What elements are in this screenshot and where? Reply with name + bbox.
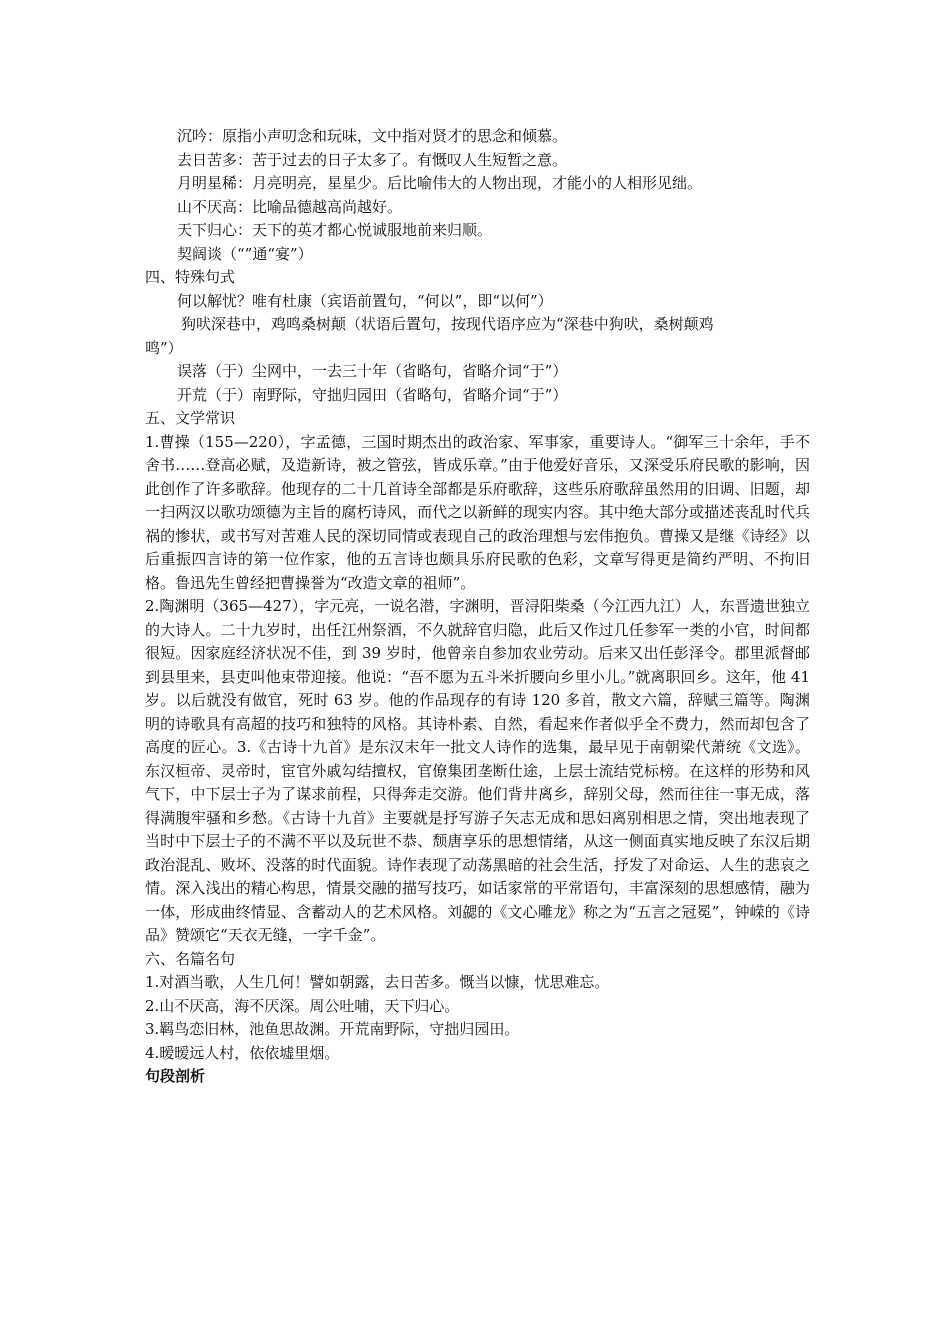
sentence-pattern-item: 误落（于）尘网中，一去三十年（省略句，省略介词“于”） xyxy=(177,362,568,380)
sentence-pattern-item: 狗吠深巷中，鸡鸣桑树颠（状语后置句，按现代语序应为“深巷中狗吠，桑树颠鸡 xyxy=(181,315,714,333)
section-heading: 六、名篇名句 xyxy=(145,949,236,968)
section-heading-bold: 句段剖析 xyxy=(145,1067,206,1085)
glossary-item: 山不厌高：比喻品德越高尚越好。 xyxy=(177,197,403,216)
section-heading: 四、特殊句式 xyxy=(145,268,236,286)
document-body xyxy=(145,125,810,1089)
glossary-item: 沉吟：原指小声叨念和玩味，文中指对贤才的思念和倾慕。 xyxy=(177,127,568,145)
famous-line: 3.羁鸟恋旧林，池鱼思故渊。开荒南野际，守拙归园田。 xyxy=(145,1020,520,1038)
glossary-item: 契阔谈（“”通“宴”） xyxy=(177,244,313,263)
section-heading: 五、文学常识 xyxy=(145,409,236,427)
glossary-item: 天下归心：天下的英才都心悦诚服地前来归顺。 xyxy=(177,221,493,239)
famous-line: 4.暧暧远人村，依依墟里烟。 xyxy=(145,1043,340,1062)
famous-line: 2.山不厌高，海不厌深。周公吐哺，天下归心。 xyxy=(145,996,460,1015)
sentence-pattern-item: 开荒（于）南野际，守拙归园田（省略句，省略介词“于”） xyxy=(177,385,568,404)
sentence-pattern-item: 何以解忧？唯有杜康（宾语前置句，“何以”，即“以何”） xyxy=(177,291,553,310)
glossary-item: 去日苦多：苦于过去的日子太多了。有慨叹人生短暂之意。 xyxy=(177,150,568,169)
paragraph-tao-yuanming: 2.陶渊明（365—427），字元亮，一说名潜，字渊明，晋浔阳柴桑（今江西九江）人，东晋遗世独立的大诗人。二十九岁时，出任江州祭酒，不久就辞官归隐，此后又作过几任参军一类的小官，时间都很短。因家庭经济状况不佳，到 39 岁时，他曾亲自参加农业劳动。后来又出任彭泽令。郡里派督邮到县里来，县吏叫他束带迎接。他说：“吾不愿为五斗米折腰向乡里小儿。”就离职回乡。这年，他 41 岁。以后就没有做官，死时 63 岁。他的作品现存的有诗 120 多首，散文六篇，辞赋三篇等。陶渊明的诗歌具有高超的技巧和独特的风格。其诗朴素、自然，看起来作者似乎全不费力，然而却包含了高度的匠心。3.《古诗十九首》是东汉末年一批文人诗作的选集，最早见于南朝梁代萧统《文选》。东汉桓帝、灵帝时，宦官外戚勾结擅权，官僚集团垄断仕途，上层士流结党标榜。在这样的形势和风气下，中下层士子为了谋求前程，只得奔走交游。他们背井离乡，辞别父母，然而往往一事无成，落得满腹牢骚和乡愁。《古诗十九首》主要就是抒写游子矢志无成和思妇离别相思之情，突出地表现了当时中下层士子的不满不平以及玩世不恭、颓唐享乐的思想情绪，从这一侧面真实地反映了东汉后期政治混乱、败坏、没落的时代面貌。诗作表现了动荡黑暗的社会生活，抒发了对命运、人生的悲哀之情。深入浅出的精心构思，情景交融的描写技巧，如话家常的平常语句，丰富深刻的思想感情，融为一体，形成曲终情显、含蓄动人的艺术风格。刘勰的《文心雕龙》称之为“五言之冠冕”，钟嵘的《诗品》赞颂它“天衣无缝，一字千金”。 xyxy=(145,597,810,944)
paragraph-cao-cao: 1.曹操（155—220），字孟德，三国时期杰出的政治家、军事家，重要诗人。“御军三十余年，手不舍书……登高必赋，及造新诗，被之管弦，皆成乐章。”由于他爱好音乐，又深受乐府民歌的影响，因此创作了许多歌辞。他现存的二十几首诗全部都是乐府歌辞，这些乐府歌辞虽然用的旧调、旧题，却一扫两汉以歌功颂德为主旨的腐朽诗风，而代之以新鲜的现实内容。其中绝大部分或描述丧乱时代兵祸的惨状，或书写对苦难人民的深切同情或表现自己的政治理想与宏伟抱负。曹操又是继《诗经》以后重振四言诗的第一位作家，他的五言诗也颇具乐府民歌的色彩，文章写得更是简约严明、不拘旧格。鲁迅先生曾经把曹操誉为“改造文章的祖师”。 xyxy=(145,432,810,592)
glossary-item: 月明星稀：月亮明亮，星星少。后比喻伟大的人物出现，才能小的人相形见绌。 xyxy=(177,174,703,192)
sentence-pattern-item: 鸣”） xyxy=(145,338,183,357)
famous-line: 1.对酒当歌，人生几何！譬如朝露，去日苦多。慨当以慷，忧思难忘。 xyxy=(145,973,610,991)
